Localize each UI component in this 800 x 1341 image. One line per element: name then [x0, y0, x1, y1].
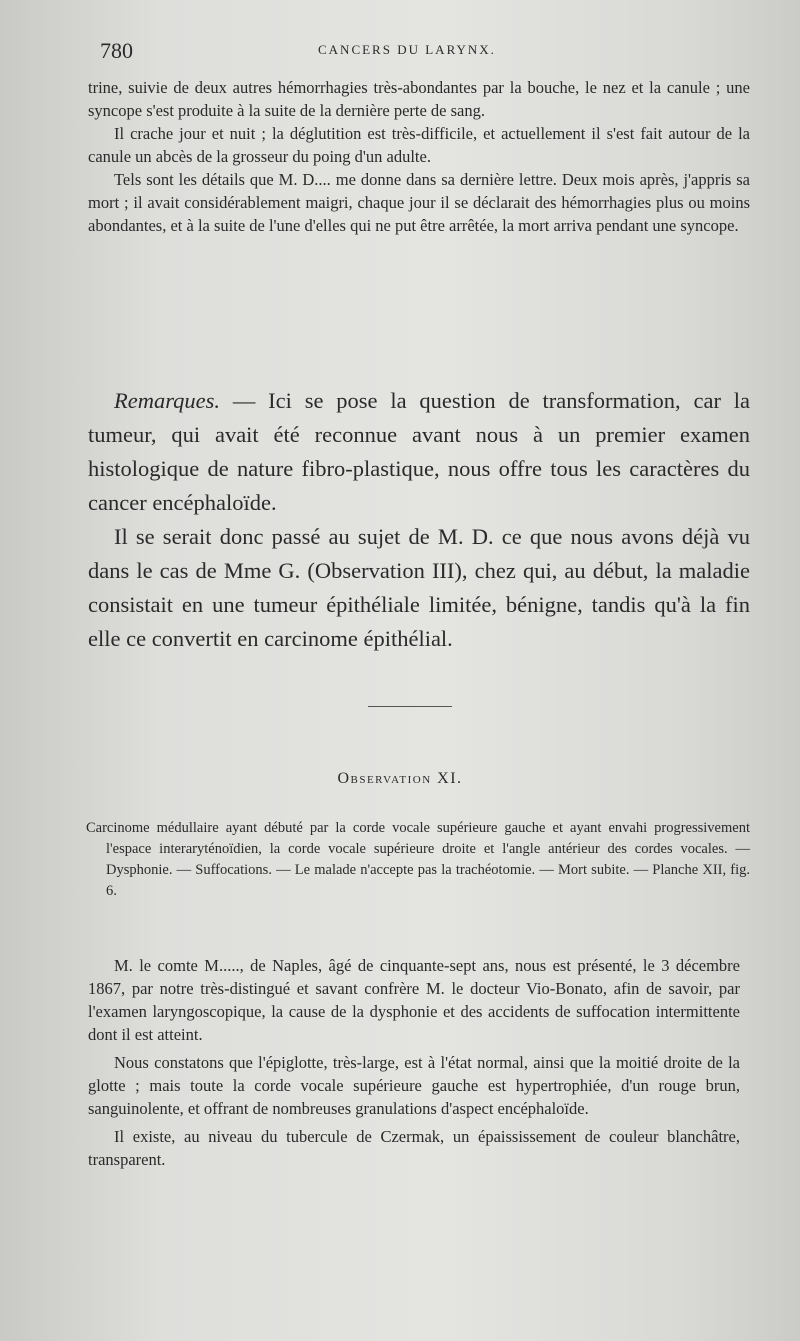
section-divider — [368, 706, 452, 707]
observation-paragraph-2: Nous constatons que l'épiglotte, très-large, est à l'état normal, ainsi que la moitié droite de la glotte ; mais toute la corde vocale supérieure gauche est hypertrophiée, d'un rouge brun, sanguinolente, et offrant de nombreuses granulations d'aspect encéphaloïde. — [88, 1053, 740, 1118]
remarks-section — [88, 384, 750, 656]
observation-body — [88, 954, 740, 1176]
running-title: CANCERS DU LARYNX. — [318, 42, 496, 57]
remarks-text: — Ici se pose la question de transformation, car la tumeur, qui avait été reconnue avant nous à un premier examen histologique de nature fibro-plastique, nous offre tous les caractères du cancer encéphaloïde. — [88, 388, 750, 515]
top-text — [88, 76, 750, 237]
remarks-paragraph — [88, 384, 750, 520]
observation-paragraph-1: M. le comte M....., de Naples, âgé de cinquante-sept ans, nous est présenté, le 3 décembre 1867, par notre très-distingué et savant confrère M. le docteur Vio-Bonato, afin de savoir, par l'examen laryngoscopique, la cause de la dysphonie et des accidents de suffocation intermittente dont il est atteint. — [88, 956, 740, 1044]
observation-summary: Carcinome médullaire ayant débuté par la corde vocale supérieure gauche et ayant envahi progressivement l'espace interaryténoïdien, la corde vocale supérieure droite et l'angle antérieur des cordes vocales. — Dysphonie. — Suffocations. — Le malade n'accepte pas la trachéotomie. — Mort subite. — Planche XII, fig. 6. — [86, 820, 750, 899]
paragraph-details: Tels sont les détails que M. D.... me donne dans sa dernière lettre. Deux mois après, j'appris sa mort ; il avait considérablement maigri, chaque jour il se déclarait des hémorrhagies plus ou moins abondantes, et à la suite de l'une d'elles qui ne put être arrêtée, la mort arriva pendant une syncope. — [88, 170, 750, 235]
remarks-label: Remarques. — [114, 388, 221, 413]
remarks-paragraph-2: Il se serait donc passé au sujet de M. D. ce que nous avons déjà vu dans le cas de Mme G. (Observation III), chez qui, au début, la maladie consistait en une tumeur épithéliale limitée, bénigne, tandis qu'à la fin elle ce convertit en carcinome épithélial. — [88, 524, 750, 651]
page-header — [100, 38, 750, 68]
paragraph-crache: Il crache jour et nuit ; la déglutition est très-difficile, et actuellement il s'est fait autour de la canule un abcès de la grosseur du poing d'un adulte. — [88, 124, 750, 166]
observation-paragraph-3: Il existe, au niveau du tubercule de Czermak, un épaississement de couleur blanchâtre, transparent. — [88, 1127, 740, 1169]
page-number: 780 — [100, 38, 133, 63]
paragraph-continuation: trine, suivie de deux autres hémorrhagies très-abondantes par la bouche, le nez et la canule ; une syncope s'est produite à la suite de la dernière perte de sang. — [88, 78, 750, 120]
observation-title: Observation XI. — [337, 770, 463, 787]
